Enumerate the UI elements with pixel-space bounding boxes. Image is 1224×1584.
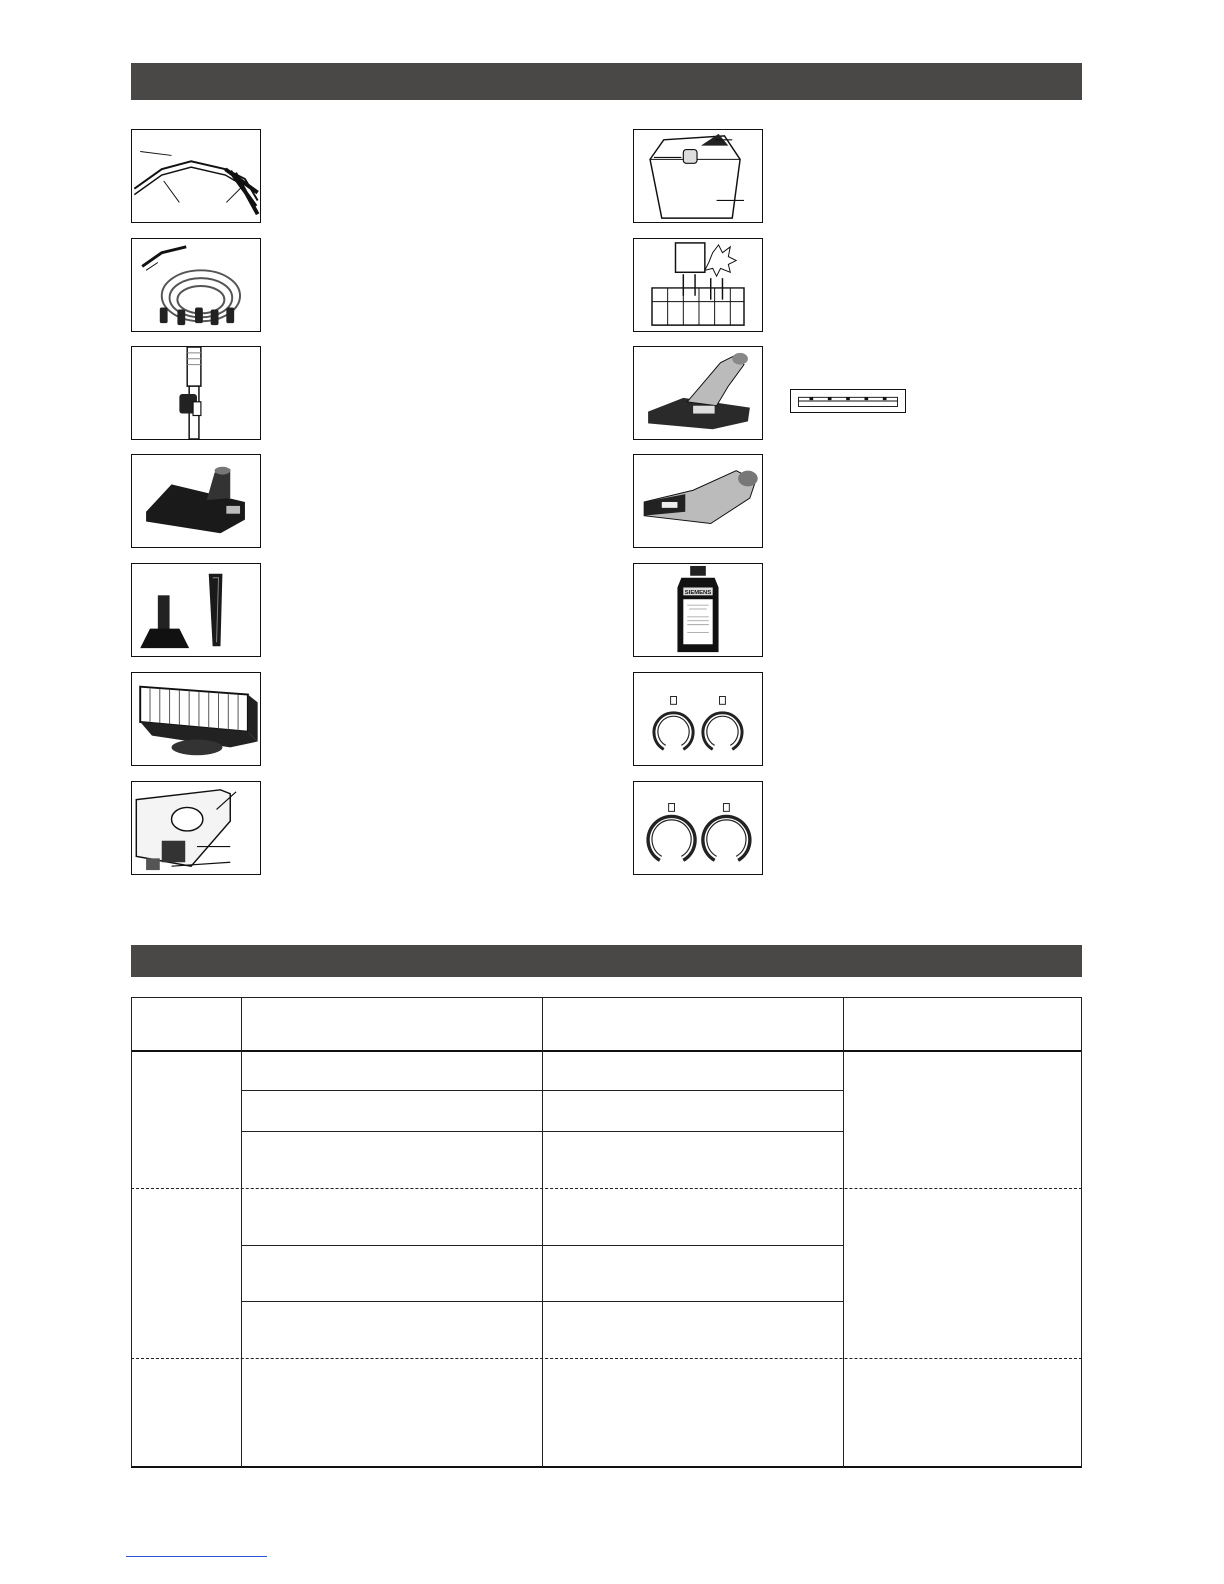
defoamer-insert-icon bbox=[633, 238, 763, 332]
table-col-line bbox=[542, 997, 543, 1467]
filter-cassette-icon bbox=[131, 672, 261, 766]
table-col-line bbox=[241, 997, 242, 1467]
bottle-label-text: SIEMENS bbox=[684, 589, 712, 596]
table-header-divider bbox=[131, 1050, 1082, 1052]
telescopic-tube-icon bbox=[131, 346, 261, 440]
spec-table bbox=[131, 997, 1082, 1468]
table-bottom-border bbox=[131, 1466, 1082, 1468]
table-col-line bbox=[1081, 997, 1082, 1467]
table-col-line bbox=[843, 997, 844, 1467]
table-row-divider bbox=[241, 1131, 843, 1132]
hose-clips-large-icon bbox=[633, 781, 763, 875]
spray-hand-nozzle-icon bbox=[633, 454, 763, 548]
upholstery-crevice-nozzle-icon bbox=[131, 563, 261, 657]
table-row-divider bbox=[241, 1090, 843, 1091]
section-header-table bbox=[131, 945, 1082, 977]
tank-insert-icon bbox=[131, 781, 261, 875]
footer-link[interactable] bbox=[126, 1556, 267, 1557]
table-row-divider bbox=[241, 1301, 843, 1302]
table-top-border bbox=[131, 997, 1082, 998]
nozzle-profile-strip-icon bbox=[790, 389, 906, 413]
floor-nozzle-icon bbox=[131, 454, 261, 548]
cleaning-agent-bottle-icon bbox=[633, 563, 763, 657]
table-col-line bbox=[131, 997, 132, 1467]
handle-hose-icon bbox=[131, 129, 261, 223]
water-tank-icon bbox=[633, 129, 763, 223]
table-group-divider bbox=[131, 1188, 1082, 1189]
hose-clips-small-icon bbox=[633, 672, 763, 766]
table-row-divider bbox=[241, 1245, 843, 1246]
table-group-divider bbox=[131, 1358, 1082, 1359]
section-header-accessories bbox=[131, 63, 1082, 100]
spray-floor-nozzle-icon bbox=[633, 346, 763, 440]
hose-with-clips-icon bbox=[131, 238, 261, 332]
